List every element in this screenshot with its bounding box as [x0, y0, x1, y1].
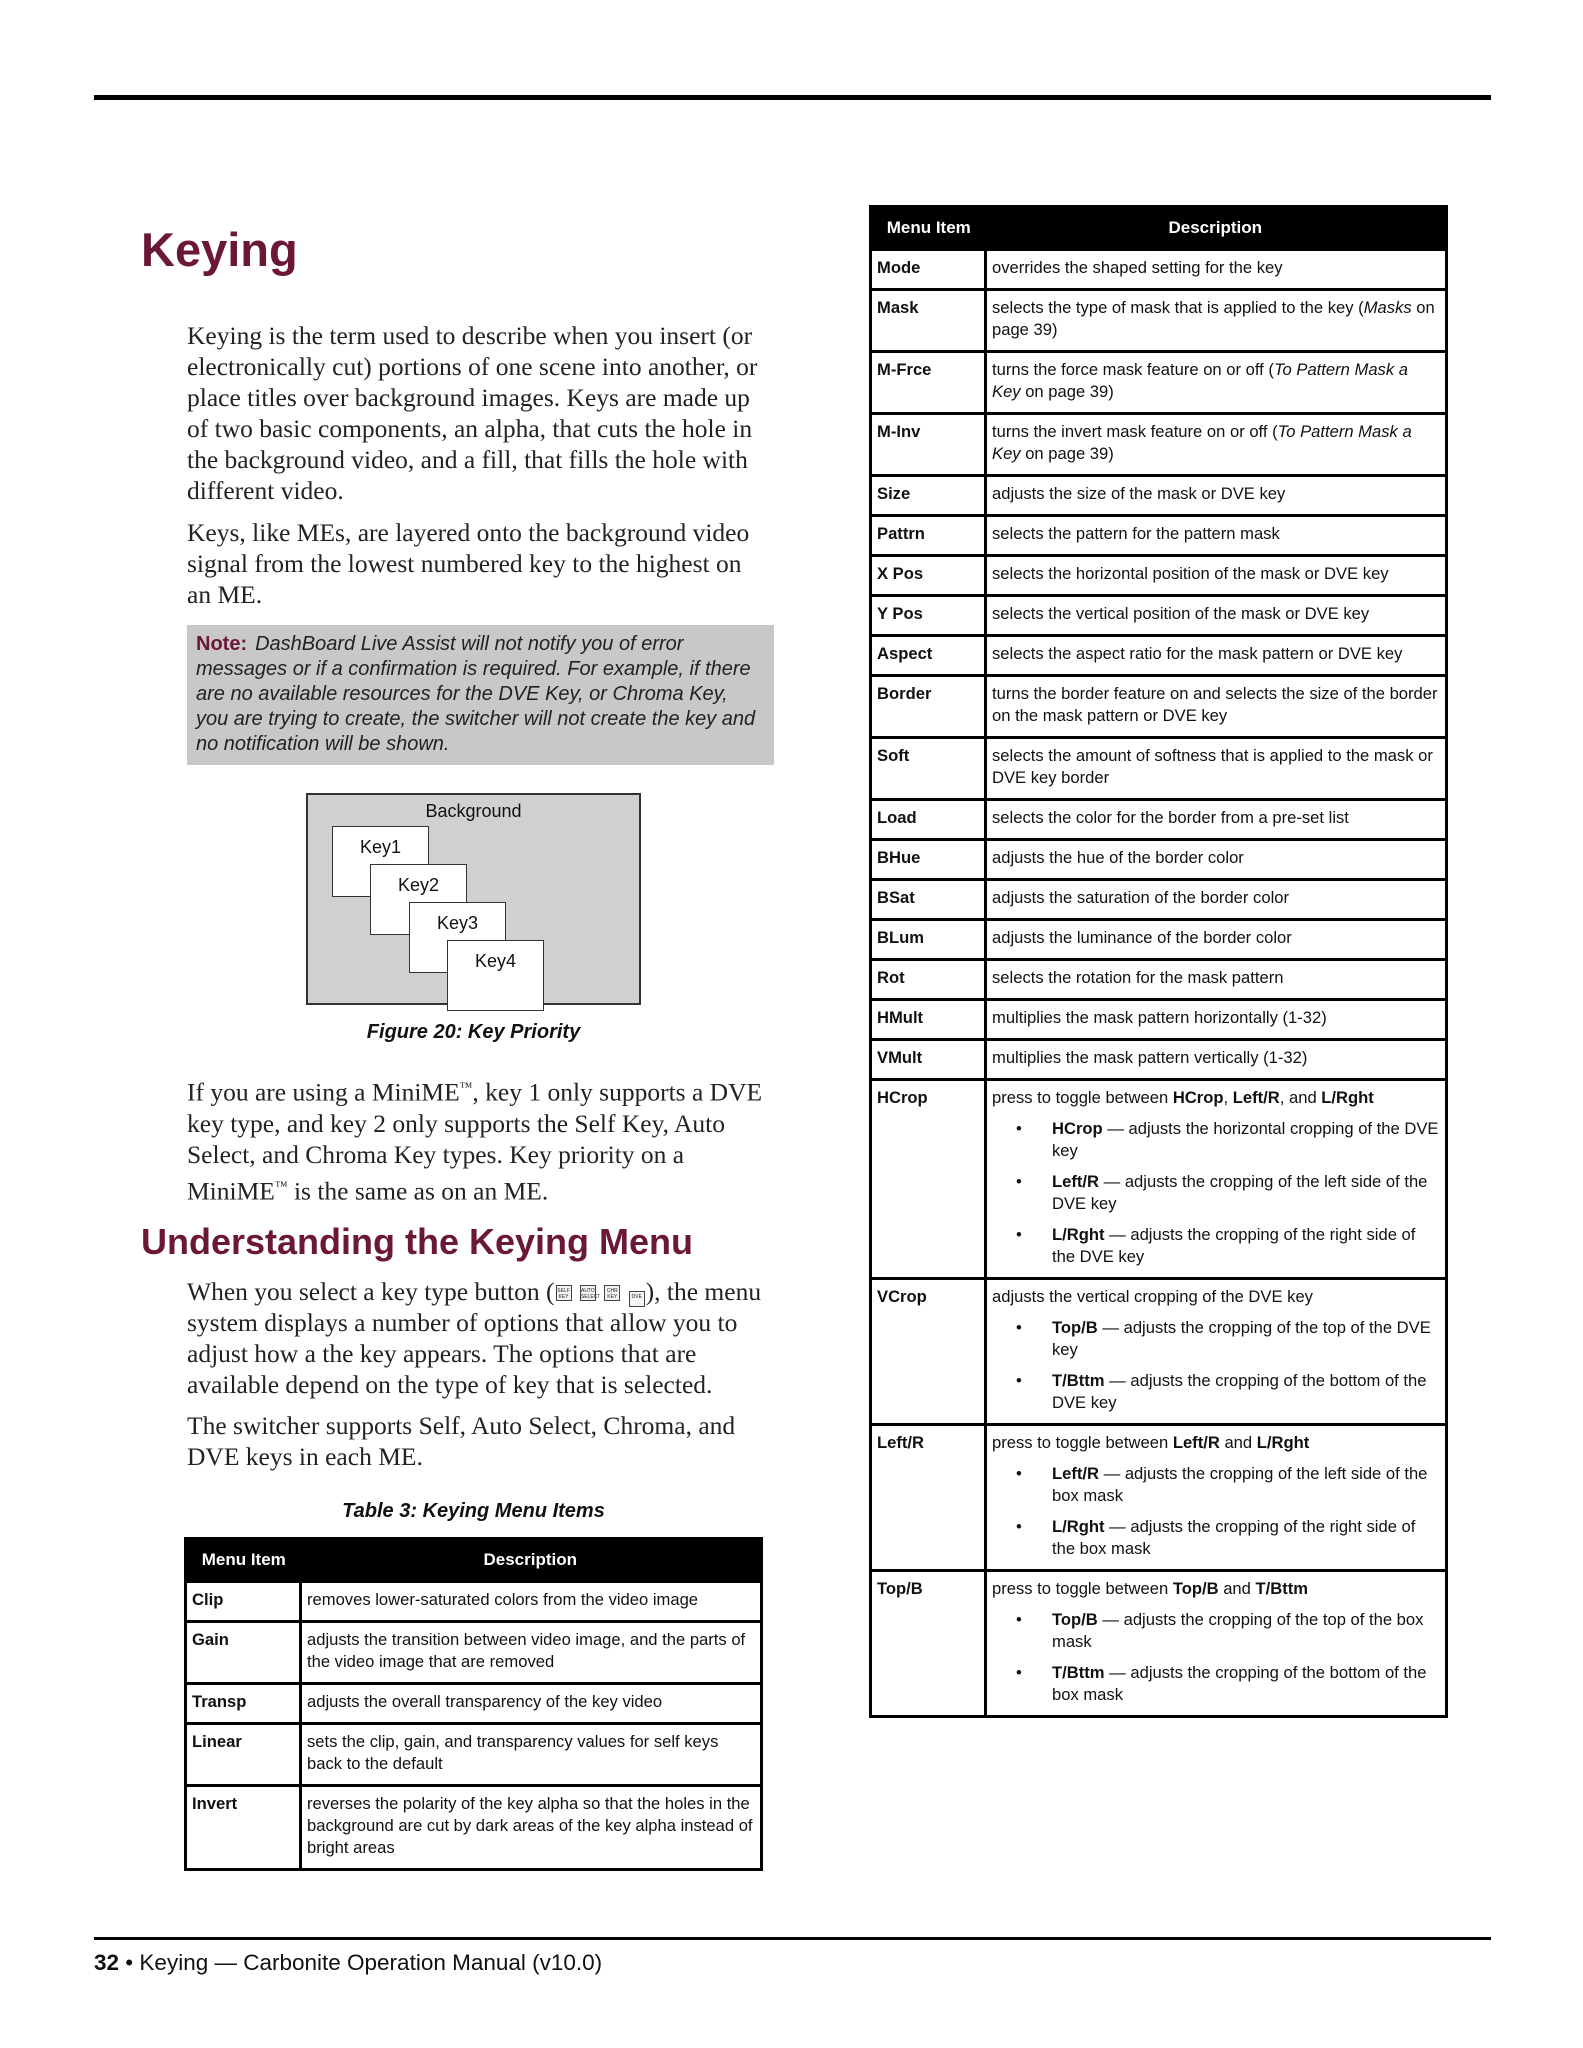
key-type-button-icon: CHR KEY: [604, 1285, 620, 1301]
table-row: [871, 880, 1447, 920]
description-cell: [301, 1582, 762, 1622]
text: is the same as on an ME.: [287, 1176, 549, 1205]
text-segment: turns the border feature on and selects the size of the border on the mask pattern or DVE key: [992, 684, 1438, 725]
support-paragraph: The switcher supports Self, Auto Select, Chroma, and DVE keys in each ME.: [187, 1411, 736, 1471]
description-cell: [986, 1571, 1447, 1717]
footer-rule: [94, 1937, 1491, 1940]
header-description: Description: [986, 207, 1447, 250]
text-segment: multiplies the mask pattern horizontally (1-32): [992, 1008, 1327, 1027]
description-cell: [986, 290, 1447, 352]
table-row: [871, 1425, 1447, 1571]
table-row: [871, 1571, 1447, 1717]
table-row: [871, 1080, 1447, 1279]
menu-item-cell: Size: [871, 476, 986, 516]
top-rule: [94, 95, 1491, 100]
menu-item-cell: Pattrn: [871, 516, 986, 556]
menu-item-cell: Soft: [871, 738, 986, 800]
bullet-item: • Top/B — adjusts the cropping of the top of the box mask: [992, 1609, 1441, 1653]
text-segment: Left/R: [1232, 1088, 1280, 1107]
menu-item-cell: Left/R: [871, 1425, 986, 1571]
description-cell: [301, 1724, 762, 1786]
description-text: [992, 523, 1441, 545]
key-type-button-icon: SELF KEY: [556, 1285, 572, 1301]
table-row: [871, 250, 1447, 290]
description-cell: [986, 880, 1447, 920]
table-row: [871, 960, 1447, 1000]
text-segment: To Pattern Mask a Key: [992, 360, 1408, 401]
description-cell: [986, 840, 1447, 880]
menu-item-cell: Gain: [186, 1622, 301, 1684]
table-row: [186, 1684, 762, 1724]
description-cell: [986, 596, 1447, 636]
bullet-term: Top/B: [1052, 1610, 1098, 1629]
table-row: [186, 1622, 762, 1684]
description-cell: [986, 476, 1447, 516]
keying-menu-table-left: [184, 1537, 763, 1871]
text: If you are using a MiniME: [187, 1077, 460, 1107]
note-text: DashBoard Live Assist will not notify you of error messages or if a confirmation is required. For example, if there are no available resources for the DVE Key, or Chroma Key, you are trying to create, the switcher will not create the key and no notification will be shown.: [196, 633, 756, 755]
text-segment: selects the vertical position of the mask or DVE key: [992, 604, 1370, 623]
note-label: Note:: [196, 633, 248, 655]
description-text: [992, 483, 1441, 505]
key-type-buttons: [555, 1277, 646, 1306]
menu-item-cell: M-Frce: [871, 352, 986, 414]
figure-key-1: Key1: [332, 826, 429, 897]
bullet-item: • HCrop — adjusts the horizontal cropping of the DVE key: [992, 1118, 1441, 1162]
table-row: [871, 1279, 1447, 1425]
keying-menu-table-right: [869, 205, 1448, 1718]
table-row: [871, 920, 1447, 960]
trademark: ™: [459, 1079, 473, 1094]
description-text: [992, 603, 1441, 625]
bullet-term: L/Rght: [1052, 1517, 1105, 1536]
text-segment: turns the force mask feature on or off (: [992, 360, 1274, 379]
description-cell: [986, 352, 1447, 414]
text-segment: press to toggle between: [992, 1433, 1173, 1452]
description-cell: [301, 1622, 762, 1684]
description-text: [992, 1432, 1441, 1454]
table-row: [871, 290, 1447, 352]
description-cell: [301, 1684, 762, 1724]
description-text: [992, 421, 1441, 465]
text-segment: press to toggle between: [992, 1579, 1173, 1598]
menu-paragraph: [187, 1276, 767, 1400]
text-segment: selects the color for the border from a pre-set list: [992, 808, 1349, 827]
trademark: ™: [274, 1177, 288, 1193]
text-segment: and: [1219, 1433, 1257, 1452]
header-menu-item: Menu Item: [871, 207, 986, 250]
text-segment: removes lower-saturated colors from the video image: [307, 1590, 699, 1609]
menu-item-cell: BHue: [871, 840, 986, 880]
text-segment: on page 39): [1020, 444, 1114, 463]
page-footer: [94, 1950, 602, 1976]
menu-item-cell: Transp: [186, 1684, 301, 1724]
menu-item-cell: Border: [871, 676, 986, 738]
page-title: Keying: [141, 223, 298, 276]
text-segment: L/Rght: [1256, 1433, 1310, 1452]
bullet-item: • L/Rght — adjusts the cropping of the right side of the box mask: [992, 1516, 1441, 1560]
menu-item-cell: Rot: [871, 960, 986, 1000]
bullet-item: • T/Bttm — adjusts the cropping of the bottom of the box mask: [992, 1662, 1441, 1706]
text-segment: multiplies the mask pattern vertically (1-32): [992, 1048, 1308, 1067]
key-priority-figure: [306, 793, 641, 1005]
table-row: [186, 1786, 762, 1870]
menu-item-cell: X Pos: [871, 556, 986, 596]
bullet-term: T/Bttm: [1052, 1371, 1105, 1390]
text-segment: selects the rotation for the mask pattern: [992, 968, 1284, 987]
figure-caption: Figure 20: Key Priority: [366, 1021, 581, 1043]
description-text: [307, 1731, 756, 1775]
text: When you select a key type button (: [187, 1277, 555, 1306]
description-text: [307, 1589, 756, 1611]
table-row: [871, 352, 1447, 414]
text-segment: press to toggle between: [992, 1088, 1173, 1107]
table-row: [871, 556, 1447, 596]
table-caption: Table 3: Keying Menu Items: [342, 1500, 605, 1522]
bullet-term: L/Rght: [1052, 1225, 1105, 1244]
text-segment: adjusts the luminance of the border color: [992, 928, 1292, 947]
description-cell: [986, 800, 1447, 840]
figure-key-2: Key2: [370, 864, 467, 935]
text-segment: selects the aspect ratio for the mask pattern or DVE key: [992, 644, 1403, 663]
description-text: [992, 807, 1441, 829]
bullet-item: • Left/R — adjusts the cropping of the left side of the box mask: [992, 1463, 1441, 1507]
description-cell: [986, 516, 1447, 556]
menu-item-cell: HMult: [871, 1000, 986, 1040]
intro-paragraph-2: Keys, like MEs, are layered onto the background video signal from the lowest numbered key to the highest on an ME.: [187, 518, 750, 609]
description-text: [992, 1047, 1441, 1069]
description-cell: [986, 1000, 1447, 1040]
figure-background-label: Background: [425, 801, 522, 821]
description-text: [307, 1629, 756, 1673]
key-type-button-icon: DVE: [629, 1291, 645, 1307]
header-menu-item: Menu Item: [186, 1539, 301, 1582]
description-cell: [986, 960, 1447, 1000]
text-segment: Top/B: [1172, 1579, 1219, 1598]
table-row: [871, 476, 1447, 516]
text-segment: , and: [1279, 1088, 1322, 1107]
description-cell: [986, 636, 1447, 676]
table-row: [871, 800, 1447, 840]
bullet-term: Left/R: [1052, 1464, 1100, 1483]
description-cell: [986, 676, 1447, 738]
bullet-item: • T/Bttm — adjusts the cropping of the bottom of the DVE key: [992, 1370, 1441, 1414]
text-segment: on page 39): [992, 298, 1435, 339]
text-segment: adjusts the size of the mask or DVE key: [992, 484, 1286, 503]
description-text: [992, 257, 1441, 279]
text-segment: adjusts the saturation of the border color: [992, 888, 1290, 907]
description-cell: [986, 1080, 1447, 1279]
note-box: [187, 625, 774, 765]
table-row: [871, 414, 1447, 476]
description-text: [992, 297, 1441, 341]
text-segment: selects the type of mask that is applied to the key (: [992, 298, 1364, 317]
text-segment: L/Rght: [1321, 1088, 1374, 1107]
bullet-term: Top/B: [1052, 1318, 1098, 1337]
description-cell: [986, 1040, 1447, 1080]
text-segment: adjusts the overall transparency of the key video: [307, 1692, 663, 1711]
bullet-term: Left/R: [1052, 1172, 1100, 1191]
text-segment: selects the pattern for the pattern mask: [992, 524, 1280, 543]
description-cell: [986, 738, 1447, 800]
page-number: 32: [94, 1950, 120, 1975]
text-segment: overrides the shaped setting for the key: [992, 258, 1283, 277]
description-cell: [986, 1279, 1447, 1425]
menu-item-cell: VMult: [871, 1040, 986, 1080]
menu-item-cell: BLum: [871, 920, 986, 960]
menu-item-cell: Invert: [186, 1786, 301, 1870]
description-cell: [986, 414, 1447, 476]
description-text: [992, 359, 1441, 403]
text-segment: T/Bttm: [1255, 1579, 1309, 1598]
text: , key 1 only supports a DVE key type, and key 2 only supports the Self Key, Auto Select, and Chroma Key types. Key priority on a MiniME: [187, 1077, 763, 1205]
table-row: [871, 1040, 1447, 1080]
text-segment: selects the amount of softness that is applied to the mask or DVE key border: [992, 746, 1433, 787]
description-text: [992, 887, 1441, 909]
menu-item-cell: Clip: [186, 1582, 301, 1622]
text: ), the menu system displays a number of options that allow you to adjust how a the key appears. The options that are available depend on the type of key that is selected.: [187, 1277, 762, 1399]
minime-paragraph: [187, 1071, 767, 1206]
bullet-term: HCrop: [1052, 1119, 1103, 1138]
bullet-item: • L/Rght — adjusts the cropping of the right side of the DVE key: [992, 1224, 1441, 1268]
text-segment: sets the clip, gain, and transparency values for self keys back to the default: [307, 1732, 719, 1773]
menu-item-cell: M-Inv: [871, 414, 986, 476]
text-segment: Masks: [1363, 298, 1412, 317]
menu-item-cell: Top/B: [871, 1571, 986, 1717]
description-cell: [986, 1425, 1447, 1571]
menu-item-cell: Y Pos: [871, 596, 986, 636]
bullet-term: T/Bttm: [1052, 1663, 1105, 1682]
menu-item-cell: Linear: [186, 1724, 301, 1786]
description-cell: [986, 250, 1447, 290]
description-text: [992, 967, 1441, 989]
description-text: [992, 745, 1441, 789]
description-text: [992, 1578, 1441, 1600]
bullet-item: • Top/B — adjusts the cropping of the top of the DVE key: [992, 1317, 1441, 1361]
text-segment: To Pattern Mask a Key: [992, 422, 1412, 463]
table-row: [871, 840, 1447, 880]
text-segment: reverses the polarity of the key alpha so that the holes in the background are cut by dark areas of the key alpha instead of bright areas: [307, 1794, 753, 1857]
description-cell: [986, 920, 1447, 960]
text-segment: turns the invert mask feature on or off (: [992, 422, 1278, 441]
footer-separator: •: [119, 1950, 140, 1975]
description-cell: [301, 1786, 762, 1870]
bullet-item: • Left/R — adjusts the cropping of the left side of the DVE key: [992, 1171, 1441, 1215]
description-text: [992, 1007, 1441, 1029]
text-segment: Left/R: [1172, 1433, 1220, 1452]
description-text: [992, 927, 1441, 949]
menu-item-cell: Mask: [871, 290, 986, 352]
section-heading: Understanding the Keying Menu: [141, 1221, 694, 1262]
intro-paragraph-1: Keying is the term used to describe when you insert (or electronically cut) portions of one scene into another, or place titles over background images. Keys are made up of two basic components, an alpha, that cuts the hole in the background video, and a fill, that fills the hole with different video.: [187, 321, 758, 505]
table-row: [871, 636, 1447, 676]
figure-key-3: Key3: [409, 902, 506, 973]
header-description: Description: [301, 1539, 762, 1582]
figure-key-4: Key4: [447, 940, 544, 1011]
table-row: [871, 596, 1447, 636]
text-segment: selects the horizontal position of the mask or DVE key: [992, 564, 1389, 583]
menu-item-cell: HCrop: [871, 1080, 986, 1279]
text-segment: adjusts the transition between video image, and the parts of the video image that are removed: [307, 1630, 746, 1671]
footer-text: Keying — Carbonite Operation Manual (v10.0): [139, 1950, 603, 1975]
description-text: [992, 643, 1441, 665]
description-cell: [986, 556, 1447, 596]
table-row: [186, 1724, 762, 1786]
menu-item-cell: Mode: [871, 250, 986, 290]
text-segment: on page 39): [1020, 382, 1114, 401]
description-text: [307, 1691, 756, 1713]
menu-item-cell: BSat: [871, 880, 986, 920]
table-row: [871, 1000, 1447, 1040]
table-row: [871, 516, 1447, 556]
text-segment: ,: [1223, 1088, 1233, 1107]
table-row: [871, 676, 1447, 738]
menu-item-cell: VCrop: [871, 1279, 986, 1425]
text-segment: HCrop: [1172, 1088, 1224, 1107]
description-text: [307, 1793, 756, 1859]
description-text: [992, 847, 1441, 869]
key-type-button-icon: AUTO SELECT: [580, 1285, 596, 1301]
text-segment: adjusts the vertical cropping of the DVE key: [992, 1287, 1313, 1306]
table-row: [871, 738, 1447, 800]
menu-item-cell: Aspect: [871, 636, 986, 676]
table-row: [186, 1582, 762, 1622]
description-text: [992, 563, 1441, 585]
text-segment: and: [1218, 1579, 1256, 1598]
menu-item-cell: Load: [871, 800, 986, 840]
description-text: [992, 683, 1441, 727]
description-text: [992, 1087, 1441, 1109]
text-segment: adjusts the hue of the border color: [992, 848, 1244, 867]
description-text: [992, 1286, 1441, 1308]
